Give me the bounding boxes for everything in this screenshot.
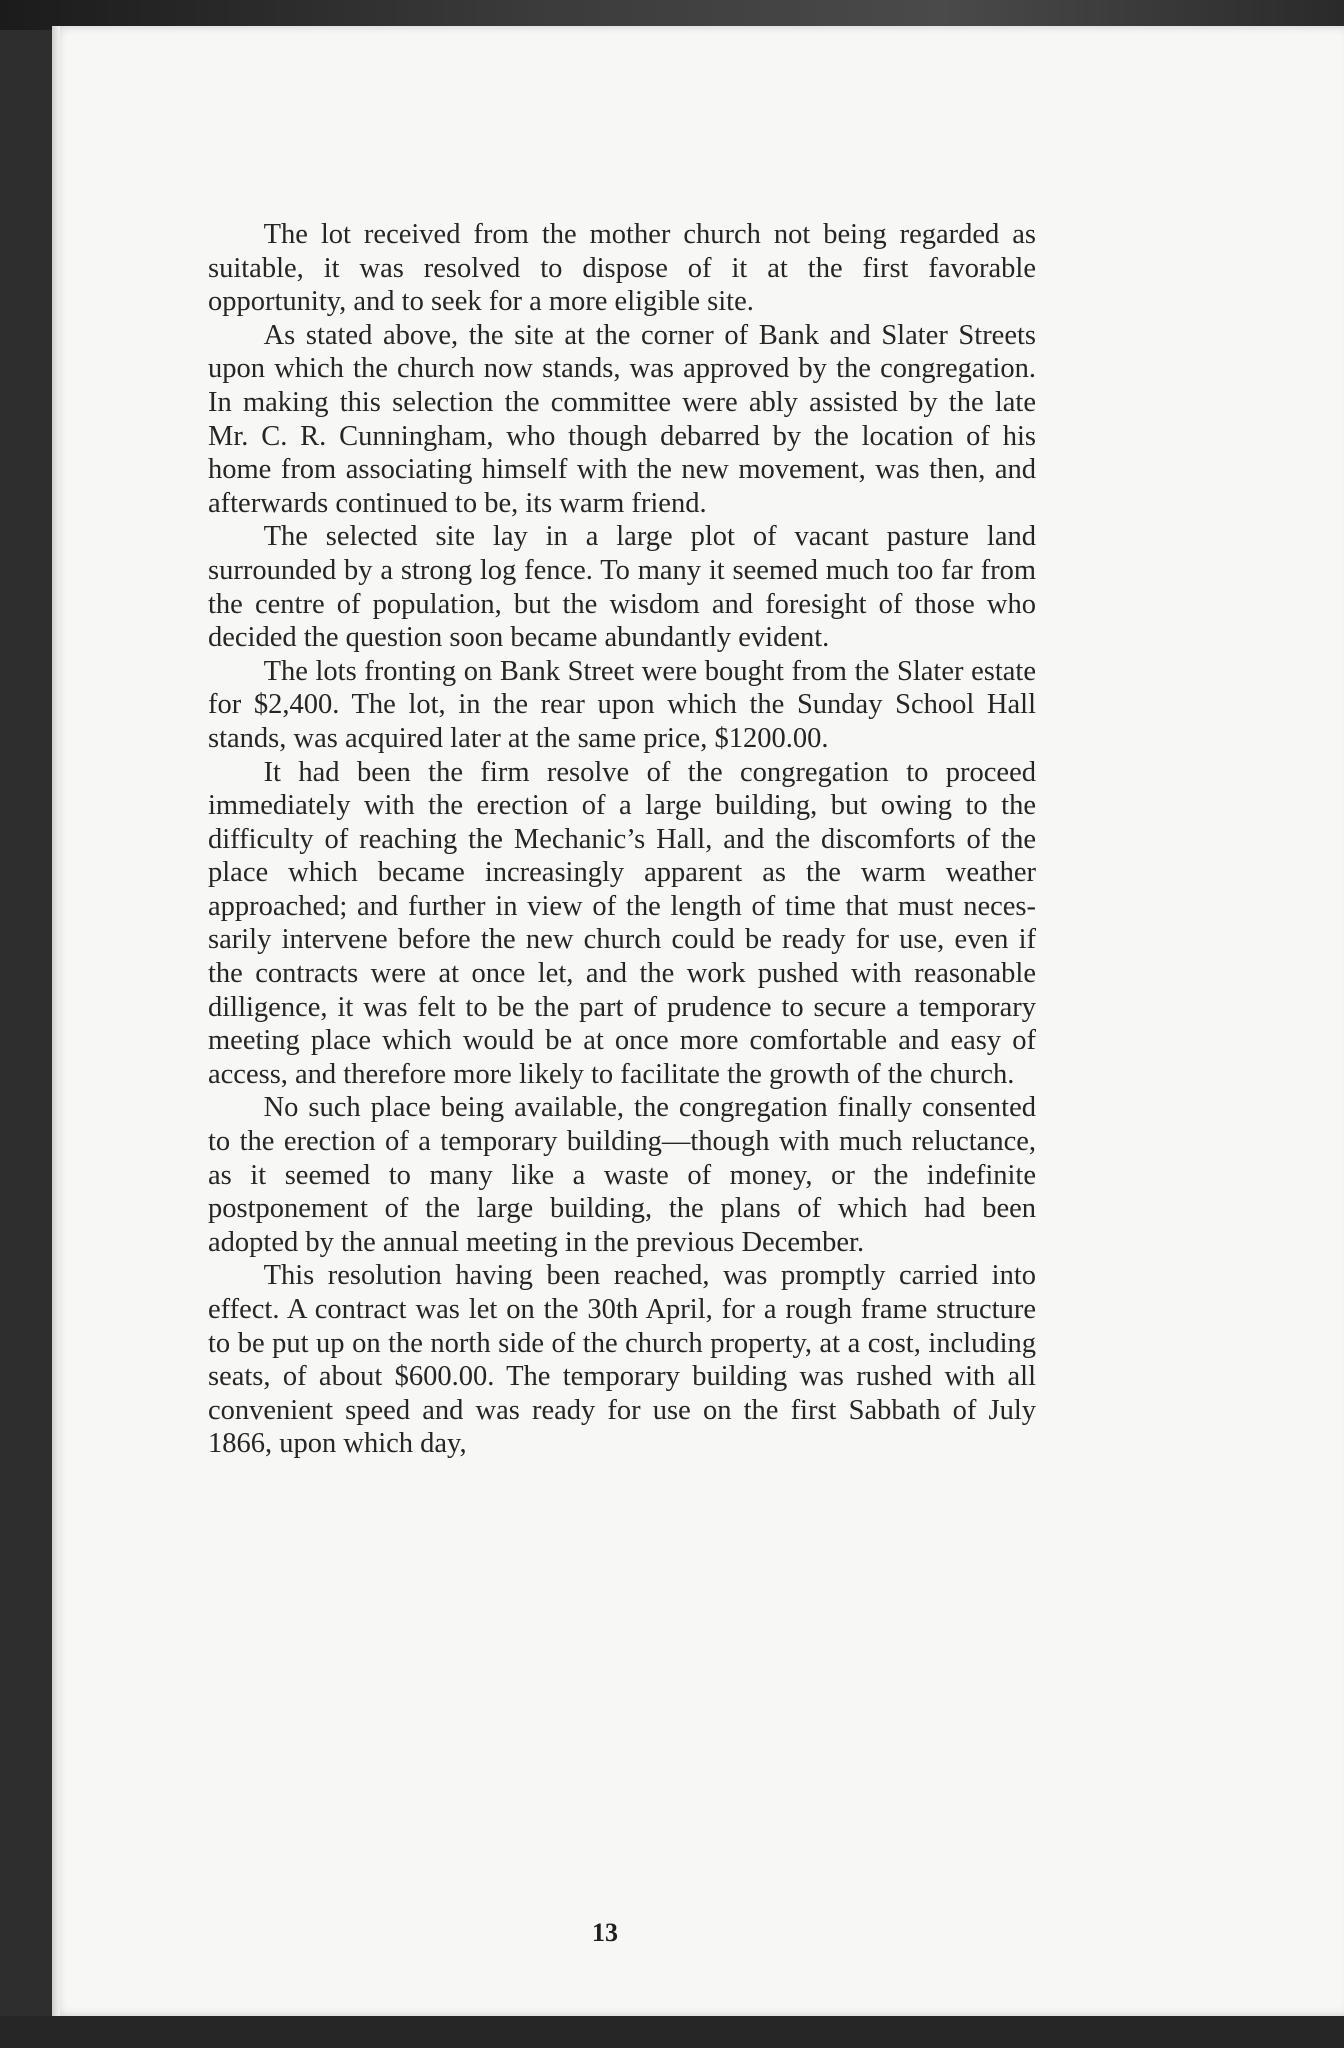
page-number: 13 xyxy=(592,1918,618,1947)
scan-border-bottom xyxy=(0,2016,1344,2048)
paragraph-2: As stated above, the site at the corner of Bank and Slater Streets upon which the church now stands, was approved by the congregation. In making this selection the committee were ably assisted by the late Mr. C. R. Cunningham, who though debarred by the location of his home from associating himself with the new movement, was then, and afterwards continued to be, its warm friend. xyxy=(208,319,1036,519)
paragraph-6: No such place being available, the congregation finally consented to the erection of a temporary building—though with much reluctance, as it seemed to many like a waste of money, or the indefinite postponement of the large building, the plans of which had been adopted by the annual meeting in the previous December. xyxy=(208,1092,1036,1258)
paragraph-4: The lots fronting on Bank Street were bought from the Slater estate for $2,400. The lot, in the rear upon which the Sunday School Hall stands, was acquired later at the same price, $1200.00. xyxy=(208,655,1036,754)
paragraph-7: This resolution having been reached, was promptly carried into effect. A contract was let on the 30th April, for a rough frame structure to be put up on the north side of the church property, at a cost, including seats, of about $600.00. The temporary building was rushed with all convenient speed and was ready for use on the first Sabbath of July 1866, upon which day, xyxy=(208,1260,1036,1460)
paragraph-1: The lot received from the mother church not being regarded as suitable, it was resolved to dispose of it at the first favorable opportunity, and to seek for a more eligible site. xyxy=(208,219,1036,318)
paragraph-5: It had been the firm resolve of the congregation to proceed immediately with the erection of a large building, but owing to the difficulty of reaching the Mechanic’s Hall, and the discomforts of the place which became increasingly apparent as the warm weather approached; and further in view of the length of time that must necessarily intervene before the new church could be ready for use, even if the contracts were at once let, and the work pushed with reasonable dilligence, it was felt to be the part of prudence to secure a temporary meeting place which would be at once more comfortable and easy of access, and therefore more likely to facilitate the growth of the church. xyxy=(208,756,1036,1090)
page-gutter-shadow xyxy=(52,26,60,2016)
body-text xyxy=(208,218,1036,1461)
paragraph-3: The selected site lay in a large plot of vacant pasture land surrounded by a strong log fence. To many it seemed much too far from the centre of population, but the wisdom and foresight of those who decided the question soon became abundantly evident. xyxy=(208,521,1036,654)
